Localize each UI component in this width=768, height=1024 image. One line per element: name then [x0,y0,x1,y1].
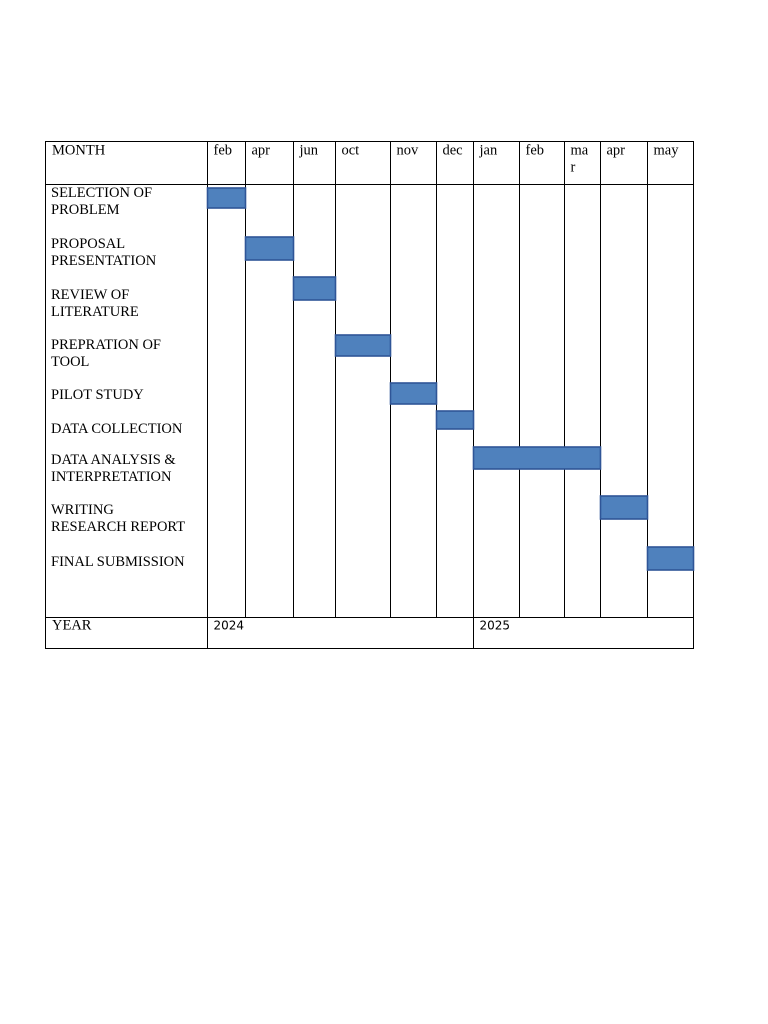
month-label: jan [479,142,498,159]
task-bar [437,411,474,429]
task-bar [336,335,391,356]
task-bar [648,547,694,570]
year-label: 2025 [479,618,511,633]
month-header-label: MONTH [52,142,106,159]
year-footer-label: YEAR [52,617,92,634]
month-label: dec [442,142,463,159]
task-label: REVIEW OF LITERATURE [51,287,139,320]
month-label: oct [341,142,360,159]
year-label: 2024 [213,618,245,633]
task-bar [601,496,648,519]
task-bar [208,188,246,208]
task-label: DATA COLLECTION [51,421,183,437]
task-bar [391,383,437,404]
task-bar [246,237,294,260]
month-label: ma r [570,142,589,176]
month-label: may [653,142,679,159]
task-label: PREPRATION OF TOOL [51,337,161,370]
task-label: WRITING RESEARCH REPORT [51,502,186,535]
month-label: apr [251,142,271,159]
month-label: feb [213,142,233,159]
task-label: PROPOSAL PRESENTATION [51,236,157,269]
task-label: FINAL SUBMISSION [51,554,185,570]
task-bar [474,447,601,469]
month-label: nov [396,142,419,159]
task-label: DATA ANALYSIS & INTERPRETATION [51,452,176,485]
month-label: jun [299,142,319,159]
task-label: SELECTION OF PROBLEM [51,185,153,218]
month-label: feb [525,142,545,159]
month-label: apr [606,142,626,159]
task-bar [294,277,336,300]
task-label: PILOT STUDY [51,387,144,403]
